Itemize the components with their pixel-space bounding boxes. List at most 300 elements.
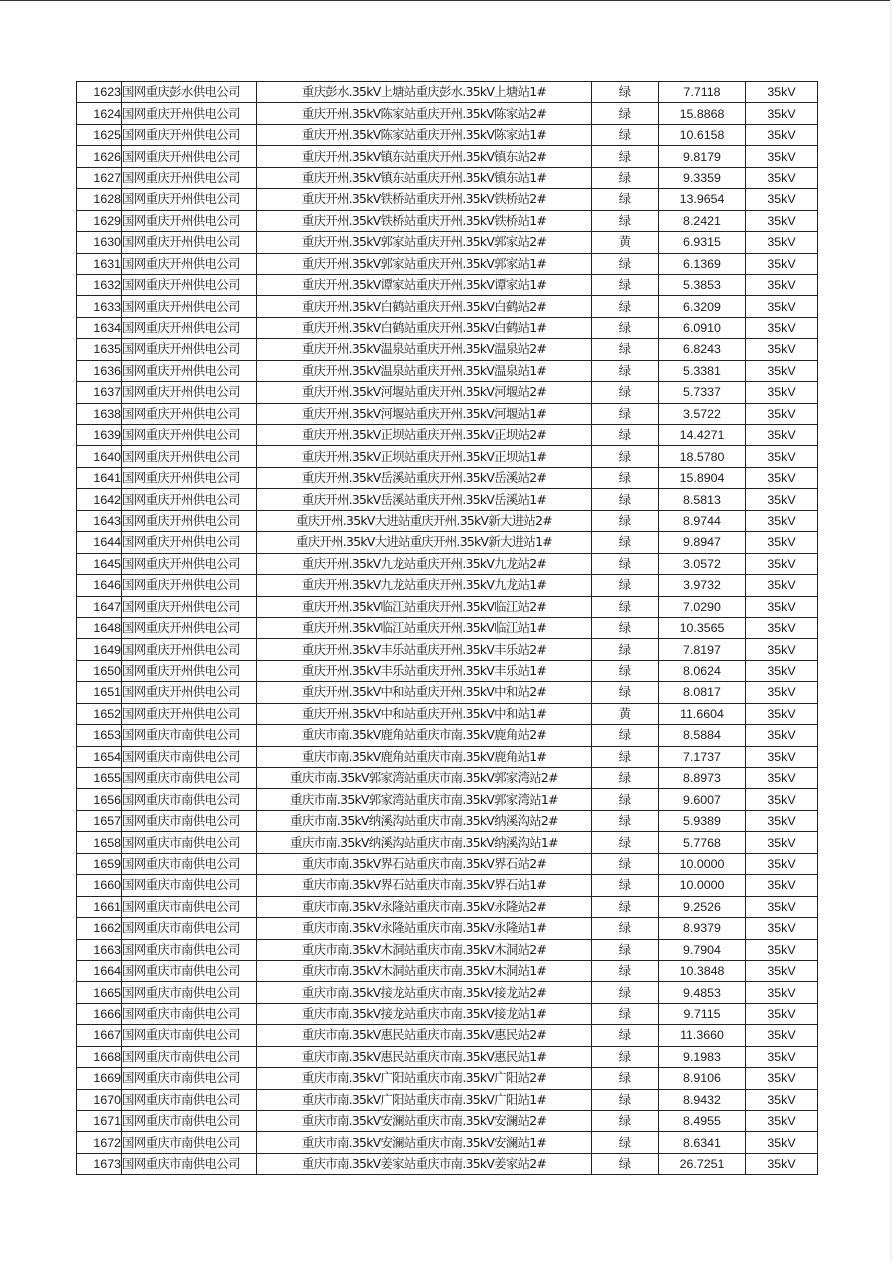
cell-line-name: 重庆开州.35kV白鹤站重庆开州.35kV白鹤站1# (257, 317, 592, 338)
cell-value: 10.0000 (659, 853, 746, 874)
cell-company: 国网重庆开州供电公司 (122, 446, 257, 467)
cell-voltage: 35kV (746, 1089, 818, 1110)
cell-status: 绿 (592, 832, 659, 853)
table-row (77, 382, 818, 403)
cell-voltage: 35kV (746, 832, 818, 853)
cell-value: 8.5884 (659, 725, 746, 746)
cell-voltage: 35kV (746, 875, 818, 896)
cell-voltage: 35kV (746, 360, 818, 381)
cell-company: 国网重庆市南供电公司 (122, 853, 257, 874)
table-row (77, 789, 818, 810)
table-row (77, 553, 818, 574)
cell-line-name: 重庆市南.35kV广阳站重庆市南.35kV广阳站2# (257, 1068, 592, 1089)
cell-status: 绿 (592, 167, 659, 188)
cell-value: 8.9106 (659, 1068, 746, 1089)
cell-serial-number: 1648 (77, 617, 122, 638)
cell-value: 10.3565 (659, 617, 746, 638)
cell-voltage: 35kV (746, 210, 818, 231)
table-row (77, 1025, 818, 1046)
cell-company: 国网重庆市南供电公司 (122, 918, 257, 939)
cell-status: 黄 (592, 703, 659, 724)
cell-value: 8.4955 (659, 1111, 746, 1132)
table-row (77, 703, 818, 724)
cell-company: 国网重庆开州供电公司 (122, 296, 257, 317)
cell-serial-number: 1667 (77, 1025, 122, 1046)
cell-serial-number: 1639 (77, 425, 122, 446)
table-row (77, 617, 818, 638)
cell-status: 绿 (592, 660, 659, 681)
cell-line-name: 重庆开州.35kV谭家站重庆开州.35kV谭家站1# (257, 274, 592, 295)
cell-value: 10.6158 (659, 124, 746, 145)
cell-line-name: 重庆市南.35kV永隆站重庆市南.35kV永隆站1# (257, 918, 592, 939)
cell-voltage: 35kV (746, 446, 818, 467)
cell-status: 绿 (592, 1089, 659, 1110)
cell-company: 国网重庆开州供电公司 (122, 425, 257, 446)
cell-value: 7.0290 (659, 596, 746, 617)
table-row (77, 853, 818, 874)
cell-value: 8.5813 (659, 489, 746, 510)
cell-voltage: 35kV (746, 1068, 818, 1089)
cell-company: 国网重庆开州供电公司 (122, 467, 257, 488)
cell-company: 国网重庆开州供电公司 (122, 360, 257, 381)
cell-status: 黄 (592, 232, 659, 253)
cell-value: 15.8904 (659, 467, 746, 488)
cell-status: 绿 (592, 253, 659, 274)
cell-value: 14.4271 (659, 425, 746, 446)
cell-value: 5.3381 (659, 360, 746, 381)
cell-voltage: 35kV (746, 296, 818, 317)
cell-value: 11.6604 (659, 703, 746, 724)
cell-value: 9.8947 (659, 532, 746, 553)
cell-status: 绿 (592, 317, 659, 338)
cell-serial-number: 1663 (77, 939, 122, 960)
cell-serial-number: 1650 (77, 660, 122, 681)
table-row (77, 639, 818, 660)
table-row (77, 1089, 818, 1110)
cell-serial-number: 1669 (77, 1068, 122, 1089)
cell-line-name: 重庆市南.35kV鹿角站重庆市南.35kV鹿角站2# (257, 725, 592, 746)
table-row (77, 274, 818, 295)
cell-serial-number: 1641 (77, 467, 122, 488)
table-row (77, 339, 818, 360)
table-row (77, 403, 818, 424)
cell-status: 绿 (592, 403, 659, 424)
cell-voltage: 35kV (746, 682, 818, 703)
cell-value: 8.8973 (659, 768, 746, 789)
cell-value: 18.5780 (659, 446, 746, 467)
cell-company: 国网重庆开州供电公司 (122, 232, 257, 253)
cell-value: 9.3359 (659, 167, 746, 188)
cell-line-name: 重庆开州.35kV陈家站重庆开州.35kV陈家站2# (257, 103, 592, 124)
cell-company: 国网重庆市南供电公司 (122, 875, 257, 896)
cell-line-name: 重庆开州.35kV河堰站重庆开州.35kV河堰站2# (257, 382, 592, 403)
cell-line-name: 重庆开州.35kV铁桥站重庆开州.35kV铁桥站2# (257, 189, 592, 210)
cell-status: 绿 (592, 725, 659, 746)
cell-voltage: 35kV (746, 617, 818, 638)
cell-status: 绿 (592, 982, 659, 1003)
cell-line-name: 重庆市南.35kV木洞站重庆市南.35kV木洞站1# (257, 960, 592, 981)
cell-company: 国网重庆市南供电公司 (122, 1068, 257, 1089)
cell-serial-number: 1630 (77, 232, 122, 253)
cell-line-name: 重庆开州.35kV河堰站重庆开州.35kV河堰站1# (257, 403, 592, 424)
cell-status: 绿 (592, 553, 659, 574)
cell-voltage: 35kV (746, 403, 818, 424)
table-row (77, 1068, 818, 1089)
table-row (77, 746, 818, 767)
cell-value: 9.4853 (659, 982, 746, 1003)
cell-voltage: 35kV (746, 896, 818, 917)
cell-company: 国网重庆开州供电公司 (122, 553, 257, 574)
table-row (77, 489, 818, 510)
cell-company: 国网重庆开州供电公司 (122, 403, 257, 424)
table-row (77, 982, 818, 1003)
cell-serial-number: 1623 (77, 82, 122, 103)
cell-status: 绿 (592, 532, 659, 553)
cell-voltage: 35kV (746, 703, 818, 724)
cell-voltage: 35kV (746, 146, 818, 167)
cell-voltage: 35kV (746, 960, 818, 981)
cell-company: 国网重庆开州供电公司 (122, 532, 257, 553)
cell-serial-number: 1657 (77, 810, 122, 831)
cell-line-name: 重庆开州.35kV丰乐站重庆开州.35kV丰乐站1# (257, 660, 592, 681)
cell-value: 6.1369 (659, 253, 746, 274)
cell-company: 国网重庆市南供电公司 (122, 1089, 257, 1110)
cell-voltage: 35kV (746, 189, 818, 210)
cell-line-name: 重庆市南.35kV界石站重庆市南.35kV界石站2# (257, 853, 592, 874)
cell-line-name: 重庆开州.35kV郭家站重庆开州.35kV郭家站1# (257, 253, 592, 274)
cell-serial-number: 1671 (77, 1111, 122, 1132)
cell-serial-number: 1649 (77, 639, 122, 660)
table-row (77, 124, 818, 145)
cell-status: 绿 (592, 960, 659, 981)
cell-value: 9.8179 (659, 146, 746, 167)
cell-voltage: 35kV (746, 232, 818, 253)
cell-value: 5.7768 (659, 832, 746, 853)
table-row (77, 296, 818, 317)
cell-status: 绿 (592, 768, 659, 789)
cell-line-name: 重庆开州.35kV铁桥站重庆开州.35kV铁桥站1# (257, 210, 592, 231)
cell-line-name: 重庆市南.35kV接龙站重庆市南.35kV接龙站1# (257, 1003, 592, 1024)
cell-voltage: 35kV (746, 789, 818, 810)
cell-value: 15.8868 (659, 103, 746, 124)
cell-company: 国网重庆开州供电公司 (122, 489, 257, 510)
cell-line-name: 重庆开州.35kV镇东站重庆开州.35kV镇东站1# (257, 167, 592, 188)
cell-line-name: 重庆开州.35kV正坝站重庆开州.35kV正坝站2# (257, 425, 592, 446)
cell-value: 8.6341 (659, 1132, 746, 1153)
cell-status: 绿 (592, 939, 659, 960)
cell-voltage: 35kV (746, 317, 818, 338)
cell-voltage: 35kV (746, 1111, 818, 1132)
cell-serial-number: 1625 (77, 124, 122, 145)
cell-serial-number: 1662 (77, 918, 122, 939)
cell-status: 绿 (592, 510, 659, 531)
table-row (77, 1003, 818, 1024)
cell-line-name: 重庆彭水.35kV上塘站重庆彭水.35kV上塘站1# (257, 82, 592, 103)
cell-value: 8.0817 (659, 682, 746, 703)
cell-line-name: 重庆开州.35kV正坝站重庆开州.35kV正坝站1# (257, 446, 592, 467)
table-row (77, 317, 818, 338)
cell-status: 绿 (592, 918, 659, 939)
cell-serial-number: 1652 (77, 703, 122, 724)
cell-voltage: 35kV (746, 596, 818, 617)
cell-serial-number: 1624 (77, 103, 122, 124)
cell-status: 绿 (592, 639, 659, 660)
cell-status: 绿 (592, 124, 659, 145)
cell-voltage: 35kV (746, 746, 818, 767)
cell-voltage: 35kV (746, 853, 818, 874)
cell-voltage: 35kV (746, 124, 818, 145)
cell-line-name: 重庆市南.35kV安澜站重庆市南.35kV安澜站1# (257, 1132, 592, 1153)
cell-line-name: 重庆市南.35kV姜家站重庆市南.35kV姜家站2# (257, 1153, 592, 1174)
table-row (77, 939, 818, 960)
cell-company: 国网重庆市南供电公司 (122, 789, 257, 810)
cell-line-name: 重庆开州.35kV陈家站重庆开州.35kV陈家站1# (257, 124, 592, 145)
table-row (77, 960, 818, 981)
cell-serial-number: 1646 (77, 575, 122, 596)
cell-serial-number: 1656 (77, 789, 122, 810)
cell-voltage: 35kV (746, 1046, 818, 1067)
cell-serial-number: 1661 (77, 896, 122, 917)
table-row (77, 1153, 818, 1174)
cell-value: 9.1983 (659, 1046, 746, 1067)
cell-line-name: 重庆开州.35kV中和站重庆开州.35kV中和站1# (257, 703, 592, 724)
cell-status: 绿 (592, 467, 659, 488)
cell-status: 绿 (592, 339, 659, 360)
cell-serial-number: 1654 (77, 746, 122, 767)
cell-value: 8.9744 (659, 510, 746, 531)
cell-voltage: 35kV (746, 532, 818, 553)
cell-status: 绿 (592, 382, 659, 403)
cell-status: 绿 (592, 82, 659, 103)
cell-line-name: 重庆开州.35kV中和站重庆开州.35kV中和站2# (257, 682, 592, 703)
cell-company: 国网重庆开州供电公司 (122, 339, 257, 360)
cell-company: 国网重庆市南供电公司 (122, 982, 257, 1003)
cell-value: 7.7118 (659, 82, 746, 103)
cell-line-name: 重庆市南.35kV纳溪沟站重庆市南.35kV纳溪沟站1# (257, 832, 592, 853)
cell-serial-number: 1636 (77, 360, 122, 381)
cell-line-name: 重庆开州.35kV九龙站重庆开州.35kV九龙站1# (257, 575, 592, 596)
cell-serial-number: 1631 (77, 253, 122, 274)
cell-company: 国网重庆彭水供电公司 (122, 82, 257, 103)
table-row (77, 253, 818, 274)
cell-serial-number: 1647 (77, 596, 122, 617)
cell-line-name: 重庆市南.35kV纳溪沟站重庆市南.35kV纳溪沟站2# (257, 810, 592, 831)
cell-voltage: 35kV (746, 425, 818, 446)
cell-value: 26.7251 (659, 1153, 746, 1174)
cell-voltage: 35kV (746, 810, 818, 831)
cell-value: 6.8243 (659, 339, 746, 360)
cell-status: 绿 (592, 146, 659, 167)
cell-serial-number: 1642 (77, 489, 122, 510)
table-row (77, 189, 818, 210)
cell-serial-number: 1664 (77, 960, 122, 981)
cell-company: 国网重庆市南供电公司 (122, 1153, 257, 1174)
cell-value: 5.3853 (659, 274, 746, 295)
cell-voltage: 35kV (746, 553, 818, 574)
cell-value: 3.5722 (659, 403, 746, 424)
cell-voltage: 35kV (746, 639, 818, 660)
cell-company: 国网重庆开州供电公司 (122, 274, 257, 295)
cell-value: 8.9432 (659, 1089, 746, 1110)
cell-voltage: 35kV (746, 1003, 818, 1024)
cell-serial-number: 1632 (77, 274, 122, 295)
table-row (77, 146, 818, 167)
cell-status: 绿 (592, 810, 659, 831)
cell-serial-number: 1668 (77, 1046, 122, 1067)
cell-company: 国网重庆市南供电公司 (122, 960, 257, 981)
cell-status: 绿 (592, 274, 659, 295)
cell-value: 3.0572 (659, 553, 746, 574)
cell-line-name: 重庆开州.35kV大进站重庆开州.35kV新大进站2# (257, 510, 592, 531)
cell-line-name: 重庆市南.35kV郭家湾站重庆市南.35kV郭家湾站1# (257, 789, 592, 810)
cell-serial-number: 1634 (77, 317, 122, 338)
cell-company: 国网重庆市南供电公司 (122, 896, 257, 917)
cell-company: 国网重庆开州供电公司 (122, 575, 257, 596)
cell-value: 10.0000 (659, 875, 746, 896)
cell-serial-number: 1672 (77, 1132, 122, 1153)
cell-status: 绿 (592, 896, 659, 917)
cell-status: 绿 (592, 1068, 659, 1089)
cell-serial-number: 1670 (77, 1089, 122, 1110)
cell-serial-number: 1645 (77, 553, 122, 574)
cell-line-name: 重庆市南.35kV惠民站重庆市南.35kV惠民站2# (257, 1025, 592, 1046)
cell-status: 绿 (592, 1111, 659, 1132)
cell-company: 国网重庆市南供电公司 (122, 939, 257, 960)
cell-voltage: 35kV (746, 253, 818, 274)
cell-line-name: 重庆市南.35kV惠民站重庆市南.35kV惠民站1# (257, 1046, 592, 1067)
cell-line-name: 重庆开州.35kV九龙站重庆开州.35kV九龙站2# (257, 553, 592, 574)
cell-status: 绿 (592, 1003, 659, 1024)
cell-status: 绿 (592, 682, 659, 703)
cell-company: 国网重庆市南供电公司 (122, 1025, 257, 1046)
cell-voltage: 35kV (746, 1153, 818, 1174)
cell-company: 国网重庆开州供电公司 (122, 253, 257, 274)
cell-voltage: 35kV (746, 82, 818, 103)
cell-value: 10.3848 (659, 960, 746, 981)
cell-status: 绿 (592, 189, 659, 210)
table-row (77, 1132, 818, 1153)
table-row (77, 682, 818, 703)
table-row (77, 810, 818, 831)
cell-company: 国网重庆市南供电公司 (122, 768, 257, 789)
cell-serial-number: 1629 (77, 210, 122, 231)
cell-value: 8.2421 (659, 210, 746, 231)
table-row (77, 660, 818, 681)
table-row (77, 210, 818, 231)
cell-line-name: 重庆开州.35kV白鹤站重庆开州.35kV白鹤站2# (257, 296, 592, 317)
cell-company: 国网重庆市南供电公司 (122, 1111, 257, 1132)
cell-value: 8.0624 (659, 660, 746, 681)
cell-voltage: 35kV (746, 382, 818, 403)
cell-company: 国网重庆开州供电公司 (122, 210, 257, 231)
cell-serial-number: 1655 (77, 768, 122, 789)
cell-status: 绿 (592, 853, 659, 874)
cell-status: 绿 (592, 489, 659, 510)
cell-company: 国网重庆开州供电公司 (122, 703, 257, 724)
cell-voltage: 35kV (746, 939, 818, 960)
cell-voltage: 35kV (746, 467, 818, 488)
cell-value: 5.9389 (659, 810, 746, 831)
cell-line-name: 重庆开州.35kV温泉站重庆开州.35kV温泉站2# (257, 339, 592, 360)
cell-line-name: 重庆开州.35kV大进站重庆开州.35kV新大进站1# (257, 532, 592, 553)
cell-company: 国网重庆市南供电公司 (122, 1003, 257, 1024)
cell-value: 9.2526 (659, 896, 746, 917)
cell-voltage: 35kV (746, 918, 818, 939)
table-row (77, 510, 818, 531)
cell-voltage: 35kV (746, 982, 818, 1003)
cell-company: 国网重庆市南供电公司 (122, 832, 257, 853)
cell-serial-number: 1651 (77, 682, 122, 703)
cell-serial-number: 1627 (77, 167, 122, 188)
cell-value: 6.3209 (659, 296, 746, 317)
cell-status: 绿 (592, 1153, 659, 1174)
cell-status: 绿 (592, 360, 659, 381)
cell-value: 7.1737 (659, 746, 746, 767)
cell-status: 绿 (592, 596, 659, 617)
table-row (77, 103, 818, 124)
cell-line-name: 重庆开州.35kV岳溪站重庆开州.35kV岳溪站1# (257, 489, 592, 510)
cell-status: 绿 (592, 875, 659, 896)
cell-line-name: 重庆开州.35kV温泉站重庆开州.35kV温泉站1# (257, 360, 592, 381)
cell-serial-number: 1666 (77, 1003, 122, 1024)
cell-value: 5.7337 (659, 382, 746, 403)
cell-status: 绿 (592, 617, 659, 638)
cell-serial-number: 1673 (77, 1153, 122, 1174)
cell-status: 绿 (592, 446, 659, 467)
table-row (77, 1111, 818, 1132)
cell-company: 国网重庆市南供电公司 (122, 1046, 257, 1067)
cell-line-name: 重庆开州.35kV丰乐站重庆开州.35kV丰乐站2# (257, 639, 592, 660)
cell-voltage: 35kV (746, 274, 818, 295)
cell-line-name: 重庆开州.35kV郭家站重庆开州.35kV郭家站2# (257, 232, 592, 253)
cell-voltage: 35kV (746, 575, 818, 596)
data-table (76, 81, 818, 1175)
table-row (77, 768, 818, 789)
cell-status: 绿 (592, 1046, 659, 1067)
table-row (77, 82, 818, 103)
cell-line-name: 重庆市南.35kV鹿角站重庆市南.35kV鹿角站1# (257, 746, 592, 767)
cell-line-name: 重庆市南.35kV永隆站重庆市南.35kV永隆站2# (257, 896, 592, 917)
cell-status: 绿 (592, 210, 659, 231)
cell-status: 绿 (592, 1132, 659, 1153)
cell-line-name: 重庆市南.35kV界石站重庆市南.35kV界石站1# (257, 875, 592, 896)
cell-value: 8.9379 (659, 918, 746, 939)
cell-status: 绿 (592, 789, 659, 810)
table-row (77, 425, 818, 446)
cell-company: 国网重庆开州供电公司 (122, 617, 257, 638)
cell-voltage: 35kV (746, 339, 818, 360)
table-row (77, 896, 818, 917)
cell-serial-number: 1660 (77, 875, 122, 896)
cell-serial-number: 1658 (77, 832, 122, 853)
page-top-rule (0, 0, 892, 1)
cell-company: 国网重庆开州供电公司 (122, 639, 257, 660)
cell-voltage: 35kV (746, 725, 818, 746)
cell-line-name: 重庆开州.35kV临江站重庆开州.35kV临江站2# (257, 596, 592, 617)
cell-voltage: 35kV (746, 167, 818, 188)
cell-serial-number: 1638 (77, 403, 122, 424)
cell-company: 国网重庆开州供电公司 (122, 189, 257, 210)
cell-company: 国网重庆市南供电公司 (122, 810, 257, 831)
cell-value: 9.7115 (659, 1003, 746, 1024)
cell-value: 7.8197 (659, 639, 746, 660)
cell-voltage: 35kV (746, 510, 818, 531)
cell-company: 国网重庆市南供电公司 (122, 1132, 257, 1153)
cell-line-name: 重庆市南.35kV郭家湾站重庆市南.35kV郭家湾站2# (257, 768, 592, 789)
cell-line-name: 重庆开州.35kV岳溪站重庆开州.35kV岳溪站2# (257, 467, 592, 488)
cell-company: 国网重庆开州供电公司 (122, 682, 257, 703)
cell-company: 国网重庆开州供电公司 (122, 146, 257, 167)
